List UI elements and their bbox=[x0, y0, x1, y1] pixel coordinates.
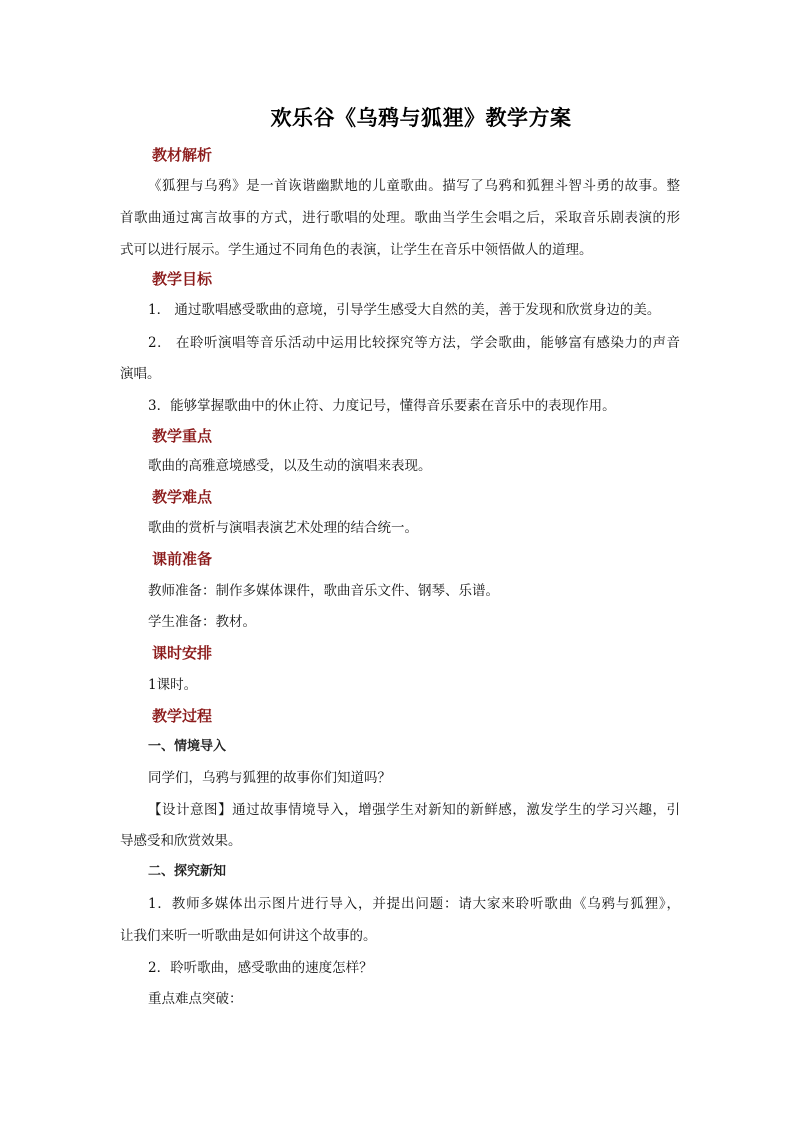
heading-schedule: 课时安排 bbox=[152, 644, 213, 662]
goal-item-2: 2． 在聆听演唱等音乐活动中运用比较探究等方法，学会歌曲，能够富有感染力的声音 bbox=[148, 335, 680, 351]
heading-situation-intro: 一、情境导入 bbox=[148, 739, 227, 754]
materials-line-3: 式可以进行展示。学生通过不同角色的表演，让学生在音乐中领悟做人的道理。 bbox=[120, 242, 593, 258]
schedule-text: 1课时。 bbox=[148, 677, 198, 693]
intro-question: 同学们，乌鸦与狐狸的故事你们知道吗？ bbox=[148, 770, 391, 786]
heading-explore-new: 二、探究新知 bbox=[148, 864, 227, 879]
heading-materials: 教材解析 bbox=[152, 146, 213, 164]
page-title: 欢乐谷《乌鸦与狐狸》教学方案 bbox=[270, 105, 572, 130]
difficulties-text: 歌曲的赏析与演唱表演艺术处理的结合统一。 bbox=[148, 520, 418, 536]
explore-step-1: 1．教师多媒体出示图片进行导入，并提出问题：请大家来聆听歌曲《乌鸦与狐狸》， bbox=[148, 896, 680, 912]
materials-line-1: 《狐狸与乌鸦》是一首诙谐幽默地的儿童歌曲。描写了乌鸦和狐狸斗智斗勇的故事。整 bbox=[148, 178, 680, 194]
goal-item-2-continued: 演唱。 bbox=[120, 366, 161, 382]
design-intent-line-2: 导感受和欣赏效果。 bbox=[120, 833, 242, 849]
key-difficulty-breakthrough: 重点难点突破： bbox=[148, 991, 243, 1007]
heading-process: 教学过程 bbox=[152, 707, 213, 725]
heading-difficulties: 教学难点 bbox=[152, 488, 213, 506]
explore-step-2: 2．聆听歌曲，感受歌曲的速度怎样？ bbox=[148, 960, 373, 976]
student-preparation: 学生准备：教材。 bbox=[148, 614, 256, 630]
heading-preparation: 课前准备 bbox=[152, 550, 213, 568]
teacher-preparation: 教师准备：制作多媒体课件，歌曲音乐文件、钢琴、乐谱。 bbox=[148, 583, 499, 599]
goal-item-1: 1． 通过歌唱感受歌曲的意境，引导学生感受大自然的美，善于发现和欣赏身边的美。 bbox=[148, 302, 661, 318]
heading-goals: 教学目标 bbox=[152, 270, 213, 288]
goal-item-3: 3．能够掌握歌曲中的休止符、力度记号，懂得音乐要素在音乐中的表现作用。 bbox=[148, 398, 616, 414]
explore-step-1-continued: 让我们来听一听歌曲是如何讲这个故事的。 bbox=[120, 928, 377, 944]
materials-line-2: 首歌曲通过寓言故事的方式，进行歌唱的处理。歌曲当学生会唱之后，采取音乐剧表演的形 bbox=[120, 210, 680, 226]
heading-key-points: 教学重点 bbox=[152, 427, 213, 445]
design-intent-line-1: 【设计意图】通过故事情境导入，增强学生对新知的新鲜感，激发学生的学习兴趣，引 bbox=[148, 802, 680, 818]
key-points-text: 歌曲的高雅意境感受，以及生动的演唱来表现。 bbox=[148, 458, 432, 474]
